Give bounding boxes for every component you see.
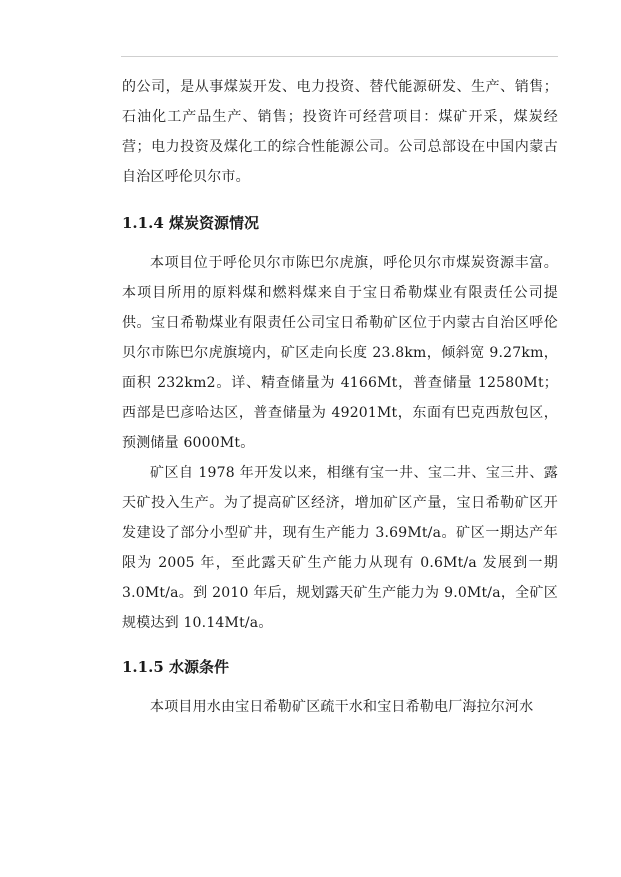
section-heading-water-source: 1.1.5 水源条件 bbox=[122, 658, 229, 676]
water-source-paragraph-1: 本项目用水由宝日希勒矿区疏干水和宝日希勒电厂海拉尔河水 bbox=[150, 699, 534, 715]
coal-resources-paragraph-1: 本项目位于呼伦贝尔市陈巴尔虎旗，呼伦贝尔市煤炭资源丰富。本项目所用的原料煤和燃料煤来自于宝日希勒煤业有限责任公司提供。宝日希勒煤业有限责任公司宝日希勒矿区位于内蒙古自治区呼伦贝尔市陈巴尔虎旗境内，矿区走向长度 23.8km，倾斜宽 9.27km，面积 232km2。详、精查储量为 4166Mt，普查储量 12580Mt；西部是巴彦哈达区，普查储量为 49201Mt，东面有巴克西敖包区，预测储量 6000Mt。 bbox=[122, 255, 558, 451]
intro-paragraph: 的公司，是从事煤炭开发、电力投资、替代能源研发、生产、销售；石油化工产品生产、销售；投资许可经营项目：煤矿开采，煤炭经营；电力投资及煤化工的综合性能源公司。公司总部设在中国内蒙古自治区呼伦贝尔市。 bbox=[122, 79, 558, 185]
document-body bbox=[122, 72, 558, 722]
section-heading-coal-resources: 1.1.4 煤炭资源情况 bbox=[122, 214, 259, 232]
coal-resources-paragraph-2: 矿区自 1978 年开发以来，相继有宝一井、宝二井、宝三井、露天矿投入生产。为了提高矿区经济，增加矿区产量，宝日希勒矿区开发建设了部分小型矿井，现有生产能力 3.69Mt/a。矿区一期达产年限为 2005 年，至此露天矿生产能力从现有 0.6Mt/a 发展到一期 3.0Mt/a。到 2010 年后，规划露天矿生产能力为 9.0Mt/a，全矿区规模达到 10.14Mt/a。 bbox=[122, 465, 558, 631]
page-header-rule bbox=[121, 56, 558, 57]
